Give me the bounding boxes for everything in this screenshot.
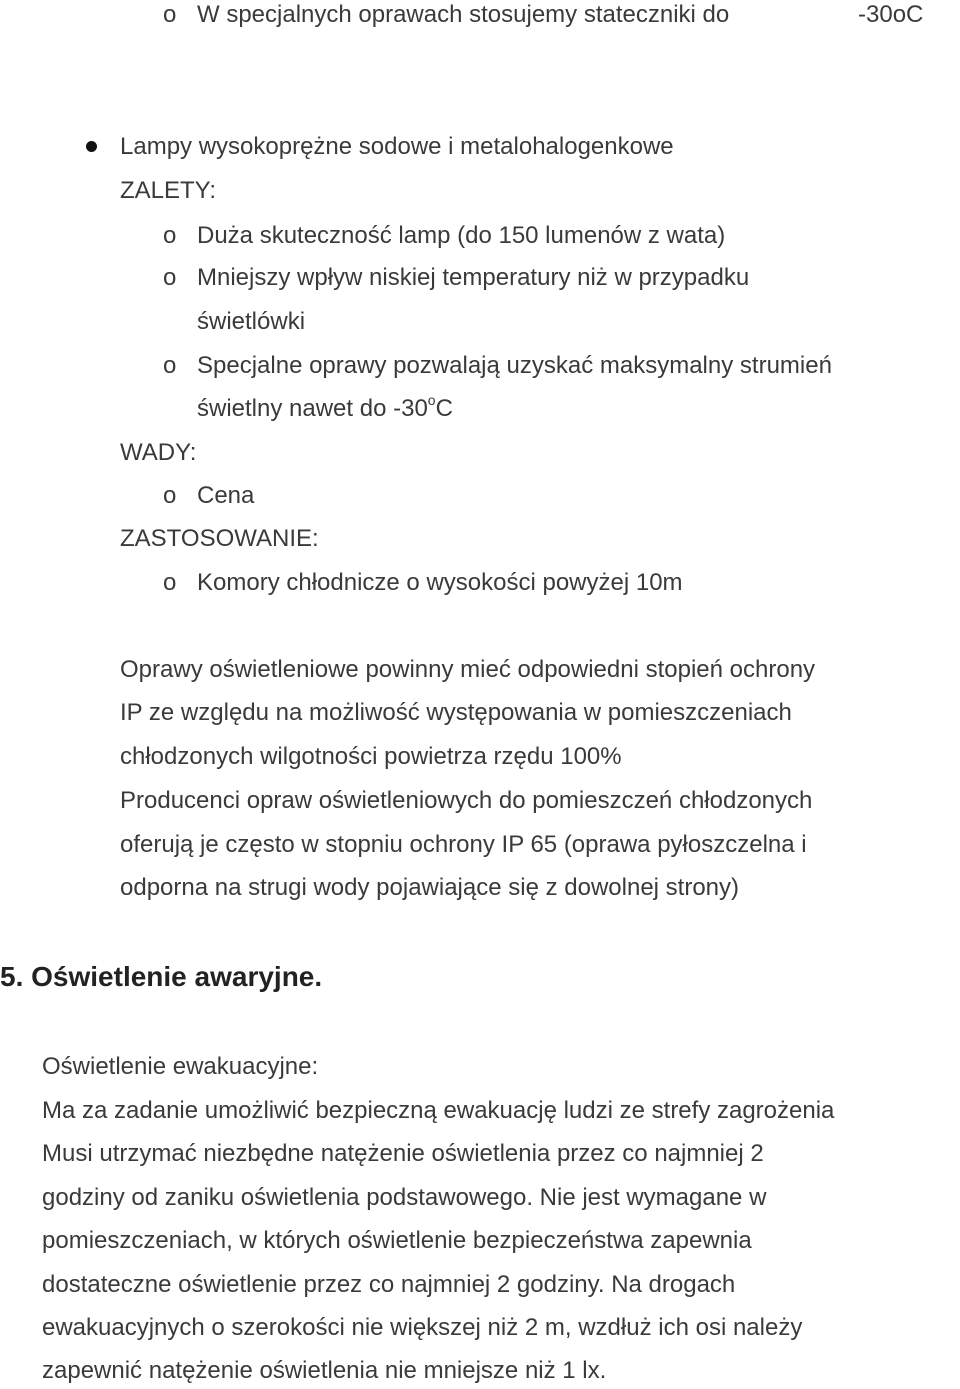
section-heading: 5. Oświetlenie awaryjne. [0,961,323,992]
paragraph-line: chłodzonych wilgotności powietrza rzędu 100% [120,743,622,770]
advantage-item-continued: świetlówki [197,308,306,335]
paragraph-line: ewakuacyjnych o szerokości nie większej niż 2 m, wzdłuż ich osi należy [42,1314,803,1341]
bullet-dot-icon [86,141,97,152]
top-item-value: -30oC [858,1,924,28]
paragraph-line: godziny od zaniku oświetlenia podstawowego. Nie jest wymagane w [42,1184,767,1211]
advantages-label: ZALETY: [120,177,217,204]
unit-text: C [435,395,453,422]
list-marker: o [163,352,177,379]
paragraph-line: Ma za zadanie umożliwić bezpieczną ewakuację ludzi ze strefy zagrożenia [42,1097,835,1124]
advantage-item: Mniejszy wpływ niskiej temperatury niż w przypadku [197,264,750,291]
usage-label: ZASTOSOWANIE: [120,525,319,552]
advantage-item: Duża skuteczność lamp (do 150 lumenów z wata) [197,222,726,249]
paragraph-line: Musi utrzymać niezbędne natężenie oświetlenia przez co najmniej 2 [42,1140,764,1167]
disadvantage-item: Cena [197,482,255,509]
paragraph-line: Producenci opraw oświetleniowych do pomieszczeń chłodzonych [120,787,813,814]
list-marker: o [163,264,177,291]
paragraph-line: zapewnić natężenie oświetlenia nie mniejsze niż 1 lx. [42,1357,607,1384]
paragraph-line: odporna na strugi wody pojawiające się z dowolnej strony) [120,874,740,901]
paragraph-line: dostateczne oświetlenie przez co najmniej 2 godziny. Na drogach [42,1271,736,1298]
top-item-text: W specjalnych oprawach stosujemy stateczniki do [197,1,730,28]
degree-superscript: o [427,392,436,408]
advantage-item: Specjalne oprawy pozwalają uzyskać maksymalny strumień [197,352,832,379]
paragraph-line: Oprawy oświetleniowe powinny mieć odpowiedni stopień ochrony [120,656,816,683]
lamps-title: Lampy wysokoprężne sodowe i metalohalogenkowe [120,133,674,160]
paragraph-line: pomieszczeniach, w których oświetlenie bezpieczeństwa zapewnia [42,1227,752,1254]
disadvantages-label: WADY: [120,439,197,466]
advantage-item-continued [197,394,453,424]
advantage-text: świetlny nawet do -30 [197,395,428,422]
paragraph-line: oferują je często w stopniu ochrony IP 65 (oprawa pyłoszczelna i [120,831,807,858]
paragraph-line: IP ze względu na możliwość występowania w pomieszczeniach [120,699,792,726]
list-marker: o [163,1,177,28]
list-marker: o [163,569,177,596]
usage-item: Komory chłodnicze o wysokości powyżej 10m [197,569,683,596]
section-subheading: Oświetlenie ewakuacyjne: [42,1053,319,1080]
list-marker: o [163,482,177,509]
list-marker: o [163,222,177,249]
